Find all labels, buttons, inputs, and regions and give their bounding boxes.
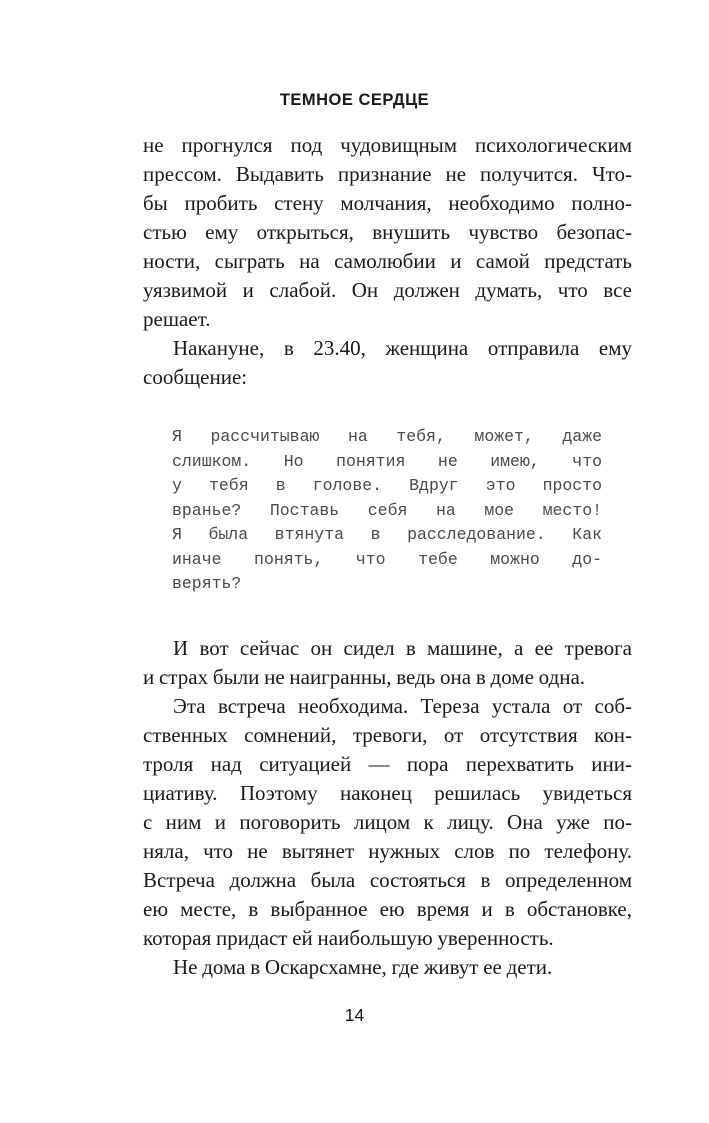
text-line: которая придаст ей наибольшую уверенность. [143,926,554,950]
text-line: бы пробить стену молчания, необходимо полно- [143,191,632,215]
text-line: Встреча должна была состояться в определенном [143,868,632,892]
message-line: иначе понять, что тебе можно до- [172,549,602,569]
text-line: И вот сейчас он сидел в машине, а ее тревога [173,636,632,660]
running-head-title: ТЕМНОЕ СЕРДЦЕ [279,91,430,109]
quoted-message [172,425,602,597]
message-line: Я рассчитываю на тебя, может, даже [172,427,602,446]
text-line: сообщение: [143,365,248,389]
text-line: ственных сомнений, тревоги, от отсутствия кон- [143,723,632,747]
text-line: троля над ситуацией — пора перехватить ини- [143,752,632,776]
text-line: циативу. Поэтому наконец решилась увидеться [143,781,632,805]
text-line: Накануне, в 23.40, женщина отправила ему [173,336,632,360]
text-line: Не дома в Оскарсхамне, где живут ее дети. [173,955,553,979]
message-line: Я была втянута в расследование. Как [172,525,602,544]
message-line: у тебя в голове. Вдруг это просто [172,476,602,495]
text-line: няла, что не вытянет нужных слов по телефону. [143,839,632,863]
text-line: с ним и поговорить лицом к лицу. Она уже по- [143,810,632,834]
body-text-block-1 [143,131,632,392]
message-line: слишком. Но понятия не имею, что [172,451,602,471]
text-line: и страх были не наигранны, ведь она в доме одна. [143,665,586,689]
page-number: 14 [344,1005,365,1025]
text-line: уязвимой и слабой. Он должен думать, что все [143,278,632,302]
body-text-block-2 [143,634,632,982]
message-line: вранье? Поставь себя на мое место! [172,500,602,520]
text-line: ею месте, в выбранное ею время и в обстановке, [143,897,632,921]
message-line: верять? [172,574,242,593]
text-line: прессом. Выдавить признание не получится. Что- [143,162,632,186]
text-line: решает. [143,307,211,331]
text-line: не прогнулся под чудовищным психологическим [143,133,632,157]
text-line: ности, сыграть на самолюбии и самой предстать [143,249,632,273]
text-line: стью ему открыться, внушить чувство безопас- [143,220,632,244]
text-line: Эта встреча необходима. Тереза устала от соб- [173,694,632,718]
